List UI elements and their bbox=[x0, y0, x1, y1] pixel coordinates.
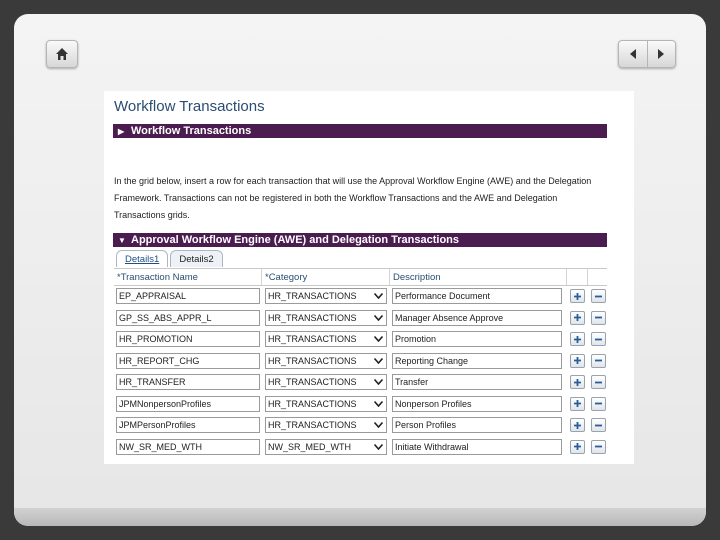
chevron-down-icon bbox=[372, 290, 384, 302]
table-row bbox=[114, 353, 607, 369]
minus-icon bbox=[594, 356, 603, 365]
section-header-awe[interactable] bbox=[113, 233, 607, 247]
chevron-down-icon bbox=[372, 312, 384, 324]
collapse-down-icon: ▼ bbox=[118, 235, 126, 245]
chevron-down-icon bbox=[372, 419, 384, 431]
description-input[interactable]: Promotion bbox=[392, 331, 562, 347]
category-select[interactable] bbox=[265, 288, 387, 304]
plus-icon bbox=[573, 421, 582, 430]
category-value: HR_TRANSACTIONS bbox=[268, 355, 357, 366]
add-row-button[interactable] bbox=[570, 354, 585, 368]
add-row-button[interactable] bbox=[570, 311, 585, 325]
tab-details1[interactable]: Details1 bbox=[116, 250, 168, 267]
pager-controls bbox=[618, 40, 676, 68]
delete-row-button[interactable] bbox=[591, 289, 606, 303]
grid-header bbox=[114, 268, 607, 286]
transaction-name-input[interactable]: HR_REPORT_CHG bbox=[116, 353, 260, 369]
plus-icon bbox=[573, 442, 582, 451]
description-input[interactable]: Performance Document bbox=[392, 288, 562, 304]
plus-icon bbox=[573, 378, 582, 387]
transaction-name-input[interactable]: EP_APPRAISAL bbox=[116, 288, 260, 304]
minus-icon bbox=[594, 442, 603, 451]
transaction-name-input[interactable]: JPMNonpersonProfiles bbox=[116, 396, 260, 412]
footer-bar bbox=[14, 508, 706, 526]
home-icon bbox=[55, 47, 69, 61]
description-input[interactable]: Initiate Withdrawal bbox=[392, 439, 562, 455]
table-row bbox=[114, 288, 607, 304]
minus-icon bbox=[594, 292, 603, 301]
collapse-right-icon: ▶ bbox=[118, 126, 125, 136]
delete-row-button[interactable] bbox=[591, 397, 606, 411]
delete-row-button[interactable] bbox=[591, 332, 606, 346]
transaction-name-input[interactable]: HR_PROMOTION bbox=[116, 331, 260, 347]
category-value: NW_SR_MED_WTH bbox=[268, 441, 352, 452]
category-value: HR_TRANSACTIONS bbox=[268, 334, 357, 344]
delete-row-button[interactable] bbox=[591, 418, 606, 432]
category-select[interactable] bbox=[265, 374, 387, 390]
table-row bbox=[114, 310, 607, 326]
column-header-name[interactable]: *Transaction Name bbox=[117, 272, 198, 283]
add-row-button[interactable] bbox=[570, 332, 585, 346]
section-title: Approval Workflow Engine (AWE) and Delegation Transactions bbox=[131, 234, 460, 246]
plus-icon bbox=[573, 335, 582, 344]
delete-row-button[interactable] bbox=[591, 311, 606, 325]
category-value: HR_TRANSACTIONS bbox=[268, 377, 357, 387]
table-row bbox=[114, 396, 607, 412]
category-select[interactable] bbox=[265, 396, 387, 412]
column-header-description[interactable]: Description bbox=[393, 272, 441, 283]
minus-icon bbox=[594, 313, 603, 322]
page-title: Workflow Transactions bbox=[114, 98, 265, 115]
table-row bbox=[114, 417, 607, 433]
transaction-name-input[interactable]: HR_TRANSFER bbox=[116, 374, 260, 390]
category-value: HR_TRANSACTIONS bbox=[268, 312, 357, 323]
transaction-name-input[interactable]: GP_SS_ABS_APPR_L bbox=[116, 310, 260, 326]
description-text: In the grid below, insert a row for each transaction that will use the Approval Workflow Engine (AWE) and the Delegation Framework. Transactions can not be registered in both the Workflow Transactions and the AWE and Delegation Transactions grids. bbox=[114, 176, 592, 220]
add-row-button[interactable] bbox=[570, 397, 585, 411]
section-title: Workflow Transactions bbox=[131, 125, 252, 137]
category-select[interactable] bbox=[265, 353, 387, 369]
description-input[interactable]: Transfer bbox=[392, 374, 562, 390]
category-select[interactable] bbox=[265, 417, 387, 433]
plus-icon bbox=[573, 356, 582, 365]
category-select[interactable] bbox=[265, 331, 387, 347]
grid-tabs bbox=[116, 250, 223, 267]
previous-button[interactable] bbox=[619, 41, 648, 67]
plus-icon bbox=[573, 313, 582, 322]
category-value: HR_TRANSACTIONS bbox=[268, 420, 357, 430]
category-value: HR_TRANSACTIONS bbox=[268, 398, 357, 409]
description-input[interactable]: Manager Absence Approve bbox=[392, 310, 562, 326]
add-row-button[interactable] bbox=[570, 375, 585, 389]
table-row bbox=[114, 439, 607, 455]
minus-icon bbox=[594, 421, 603, 430]
section-header-workflow[interactable] bbox=[113, 124, 607, 138]
arrow-left-icon bbox=[628, 48, 638, 60]
delete-row-button[interactable] bbox=[591, 440, 606, 454]
add-row-button[interactable] bbox=[570, 418, 585, 432]
description-input[interactable]: Person Profiles bbox=[392, 417, 562, 433]
chevron-down-icon bbox=[372, 333, 384, 345]
minus-icon bbox=[594, 335, 603, 344]
add-row-button[interactable] bbox=[570, 289, 585, 303]
category-select[interactable] bbox=[265, 310, 387, 326]
delete-row-button[interactable] bbox=[591, 375, 606, 389]
column-header-category[interactable]: *Category bbox=[265, 272, 308, 283]
plus-icon bbox=[573, 399, 582, 408]
minus-icon bbox=[594, 399, 603, 408]
transaction-name-input[interactable]: JPMPersonProfiles bbox=[116, 417, 260, 433]
next-button[interactable] bbox=[648, 41, 676, 67]
category-select[interactable] bbox=[265, 439, 387, 455]
table-row bbox=[114, 374, 607, 390]
chevron-down-icon bbox=[372, 398, 384, 410]
transaction-name-input[interactable]: NW_SR_MED_WTH bbox=[116, 439, 260, 455]
description-input[interactable]: Nonperson Profiles bbox=[392, 396, 562, 412]
arrow-right-icon bbox=[656, 48, 666, 60]
category-value: HR_TRANSACTIONS bbox=[268, 291, 357, 301]
add-row-button[interactable] bbox=[570, 440, 585, 454]
chevron-down-icon bbox=[372, 376, 384, 388]
chevron-down-icon bbox=[372, 355, 384, 367]
table-row bbox=[114, 331, 607, 347]
description-input[interactable]: Reporting Change bbox=[392, 353, 562, 369]
tab-details2[interactable]: Details2 bbox=[170, 250, 222, 267]
home-button[interactable] bbox=[46, 40, 78, 68]
minus-icon bbox=[594, 378, 603, 387]
plus-icon bbox=[573, 292, 582, 301]
delete-row-button[interactable] bbox=[591, 354, 606, 368]
chevron-down-icon bbox=[372, 441, 384, 453]
